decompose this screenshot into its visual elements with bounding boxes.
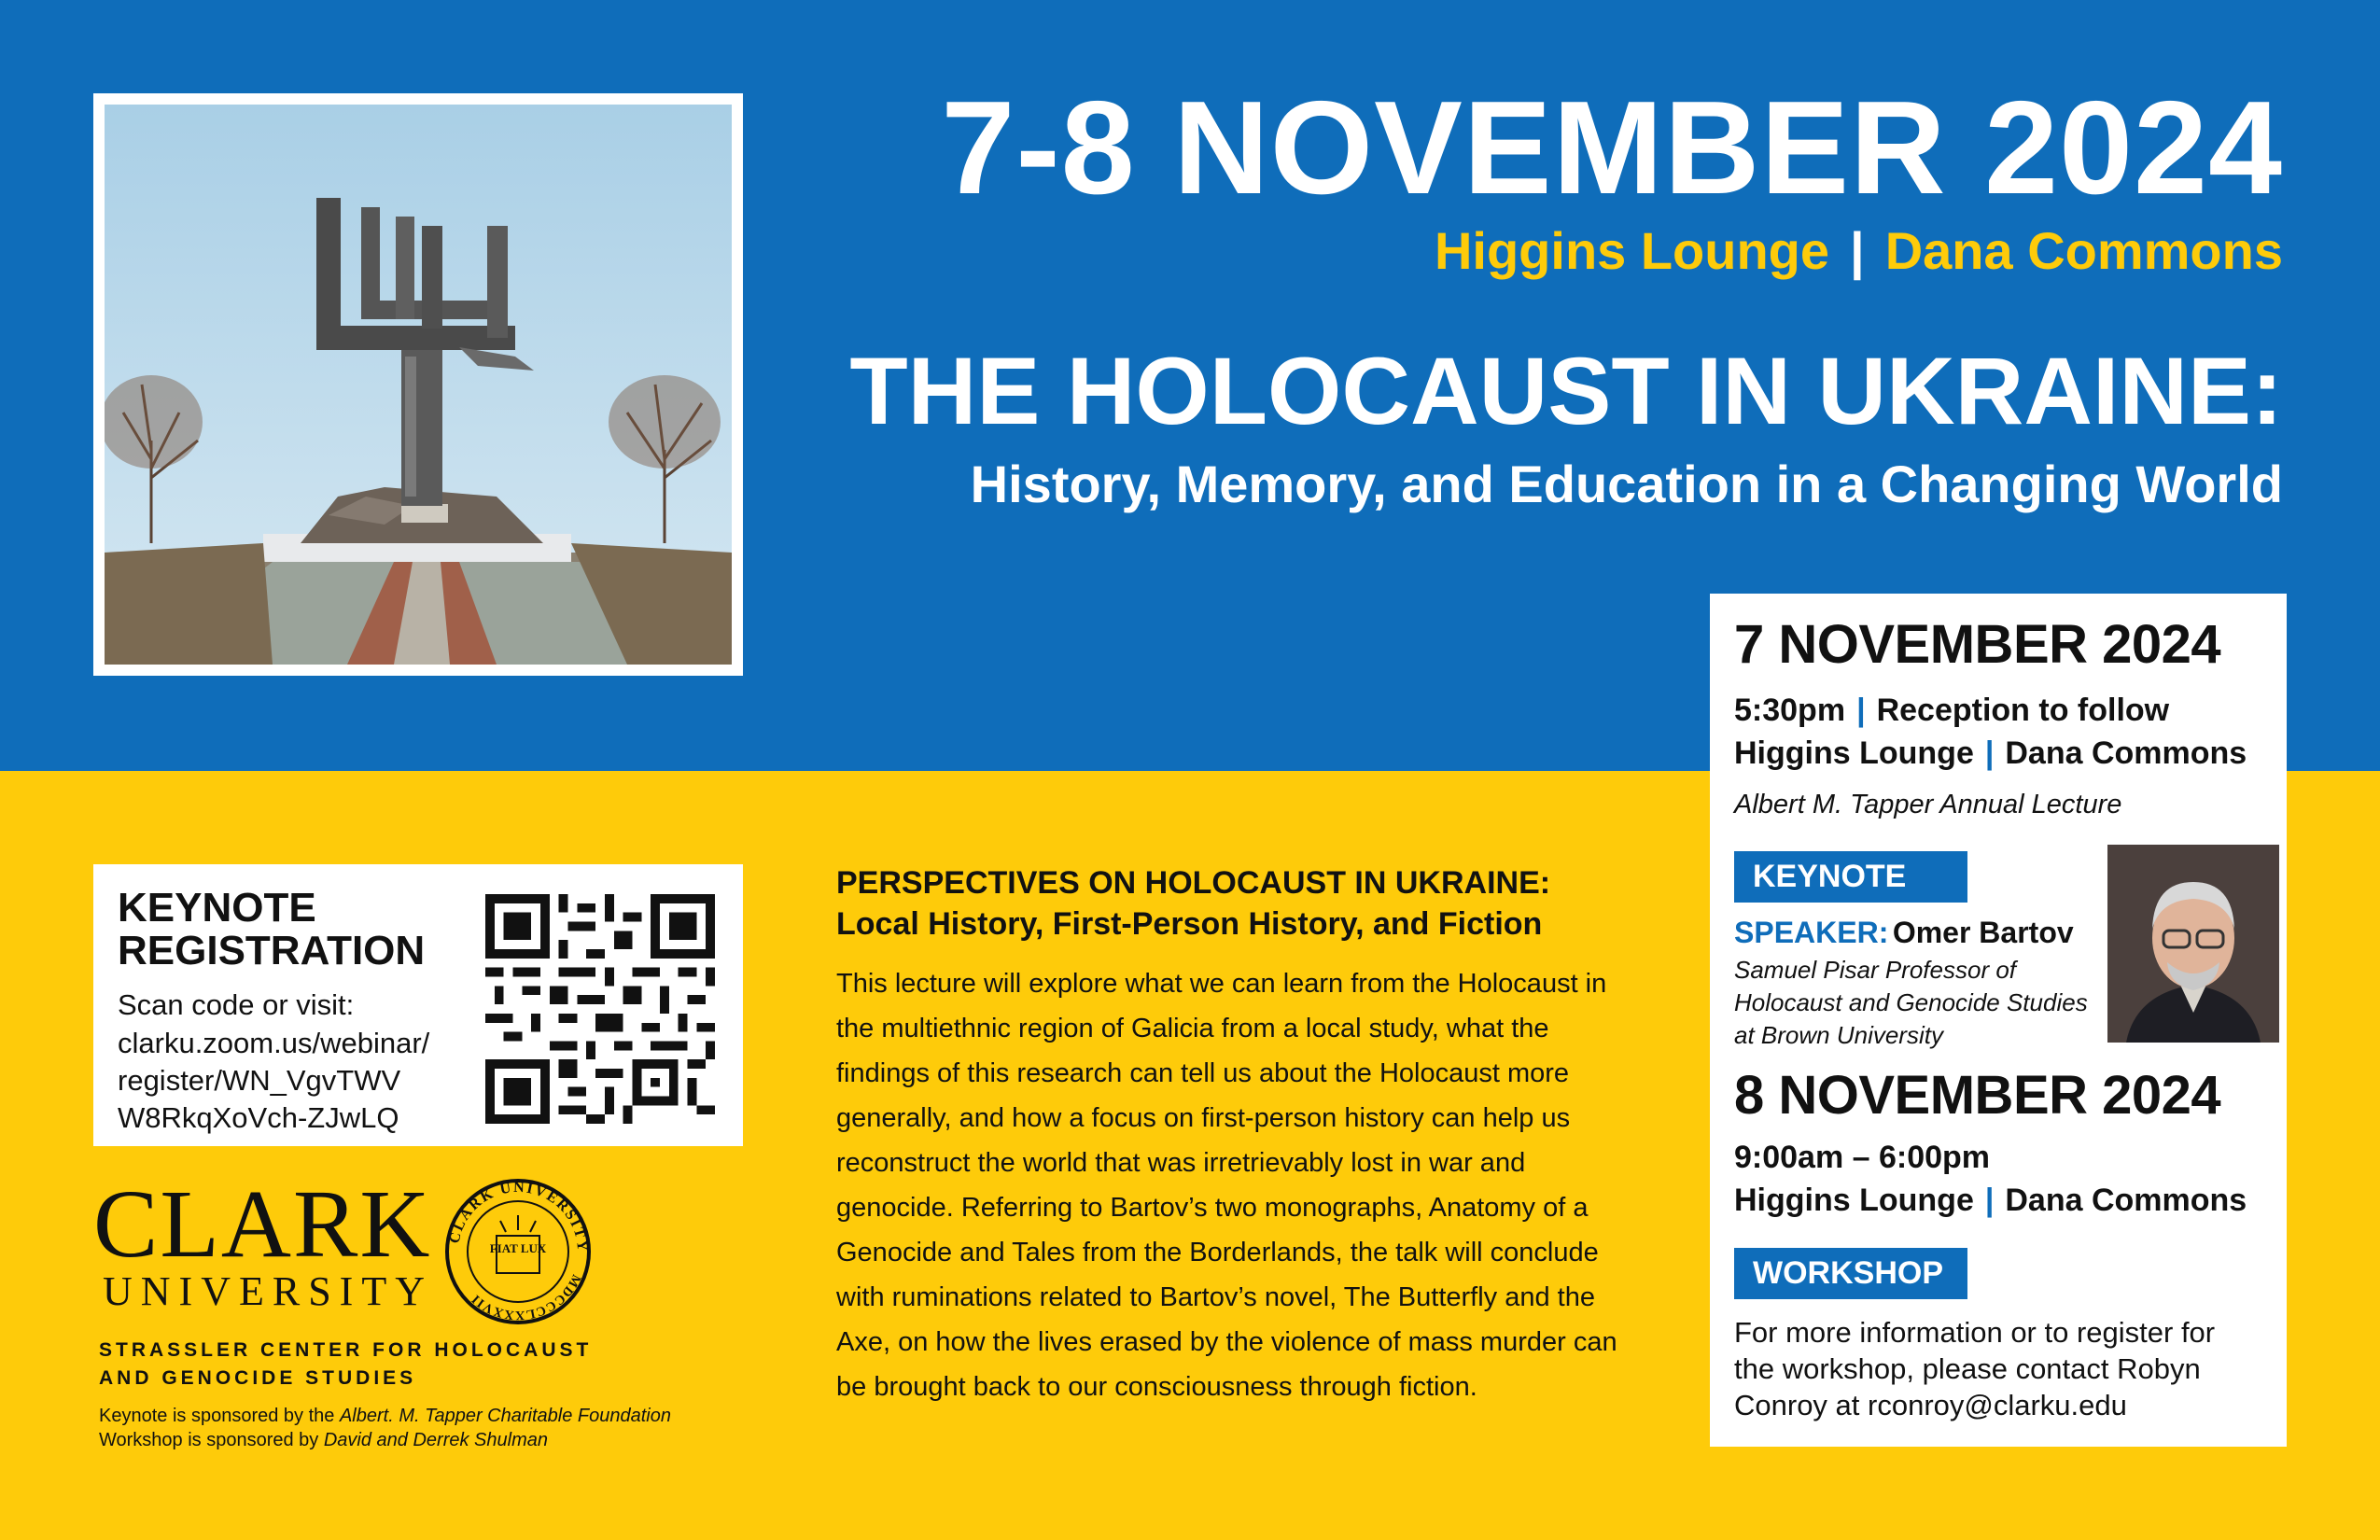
day1-time-line <box>1734 689 2262 732</box>
day2-date: 8 NOVEMBER 2024 <box>1734 1065 2221 1126</box>
sponsorship-credits <box>99 1404 671 1452</box>
speaker-block <box>1734 845 2262 1049</box>
venue-place: Dana Commons <box>1884 221 2283 280</box>
university-wordmark: UNIVERSITY <box>103 1268 433 1314</box>
seal-motto: FIAT LUX <box>489 1241 547 1255</box>
workshop-tag-wrap <box>1734 1248 2262 1299</box>
registration-url[interactable]: clarku.zoom.us/webinar/ register/WN_VgvTWV W8RkqXoVch-ZJwLQ <box>118 1027 430 1134</box>
day1-time: 5:30pm <box>1734 693 1846 728</box>
pipe-separator: | <box>1984 735 1995 771</box>
day1-venue: Higgins Lounge <box>1734 735 1974 771</box>
lecture-subheading: Local History, First-Person History, and Fiction <box>836 906 1543 942</box>
registration-title: KEYNOTE REGISTRATION <box>118 885 426 973</box>
registration-box <box>93 864 743 1146</box>
keynote-sponsor-name: Albert. M. Tapper Charitable Foundation <box>339 1406 671 1426</box>
memorial-photo-frame <box>93 93 743 676</box>
pipe-separator: | <box>1856 693 1866 728</box>
day2-venue: Higgins Lounge <box>1734 1183 1974 1218</box>
day2-venue-line <box>1734 1179 2262 1222</box>
workshop-contact-info: For more information or to register for the workshop, please contact Robyn Conroy at rconroy@clarku.edu <box>1734 1316 2216 1421</box>
day1-time-note: Reception to follow <box>1876 693 2170 728</box>
registration-qr-code[interactable] <box>485 894 715 1124</box>
lecture-heading: PERSPECTIVES ON HOLOCAUST IN UKRAINE: <box>836 865 1551 901</box>
speaker-title: Samuel Pisar Professor of Holocaust and Genocide Studies at Brown University <box>1734 956 2088 1049</box>
keynote-tag: KEYNOTE <box>1734 851 1967 903</box>
workshop-sponsor-line <box>99 1428 671 1452</box>
speaker-label: SPEAKER: <box>1734 916 1889 949</box>
conference-subtitle: History, Memory, and Education in a Changing World <box>970 455 2283 513</box>
memorial-photo <box>105 105 732 665</box>
registration-scan-text: Scan code or visit: <box>118 988 355 1021</box>
pipe-separator: | <box>1984 1183 1995 1218</box>
venue-separator: | <box>1850 221 1865 280</box>
venue-name: Higgins Lounge <box>1434 221 1830 280</box>
day1-place: Dana Commons <box>2005 735 2247 771</box>
day1-venue-line <box>1734 732 2262 775</box>
keynote-sponsor-prefix: Keynote is sponsored by the <box>99 1406 340 1426</box>
lecture-body: This lecture will explore what we can learn from the Holocaust in the multiethnic region of Galicia from a local study, what the findings of this research can tell us about the Holocaust more generally, and how a focus on first-person history can help us reconstruct the world that was irretrievably lost in war and genocide. Referring to Bartov’s two monographs, Anatomy of a Genocide and Tales from the Borderlands, the talk will conclude with ruminations related to Bartov’s novel, The Butterfly and the Axe, on how the lives erased by the violence of mass murder can be brought back to our consciousness through fiction. <box>836 969 1617 1402</box>
strassler-center-name: STRASSLER CENTER FOR HOLOCAUST AND GENOCIDE STUDIES <box>99 1339 593 1389</box>
seal-year-text: MDCCCLXXXVII <box>469 1271 583 1323</box>
clark-wordmark: CLARK <box>93 1170 432 1278</box>
speaker-name: Omer Bartov <box>1892 916 2074 949</box>
clark-university-seal <box>444 1178 592 1325</box>
speaker-portrait <box>2107 845 2279 1043</box>
day2-time: 9:00am – 6:00pm <box>1734 1140 1991 1175</box>
conference-title: THE HOLOCAUST IN UKRAINE: <box>849 338 2283 444</box>
lecture-description <box>836 862 1639 1409</box>
event-venue-line <box>1435 220 2283 281</box>
event-dates-headline: 7-8 NOVEMBER 2024 <box>941 74 2283 222</box>
seal-ring-text: CLARK UNIVERSITY <box>446 1179 591 1254</box>
schedule-card <box>1710 594 2287 1447</box>
day1-date: 7 NOVEMBER 2024 <box>1734 614 2221 675</box>
workshop-sponsor-name: David and Derrek Shulman <box>323 1430 548 1450</box>
lecture-series-name: Albert M. Tapper Annual Lecture <box>1734 790 2122 819</box>
day2-place: Dana Commons <box>2005 1183 2247 1218</box>
keynote-sponsor-line <box>99 1404 671 1428</box>
speaker-text <box>1734 916 2089 1052</box>
workshop-sponsor-prefix: Workshop is sponsored by <box>99 1430 324 1450</box>
workshop-tag: WORKSHOP <box>1734 1248 1967 1299</box>
